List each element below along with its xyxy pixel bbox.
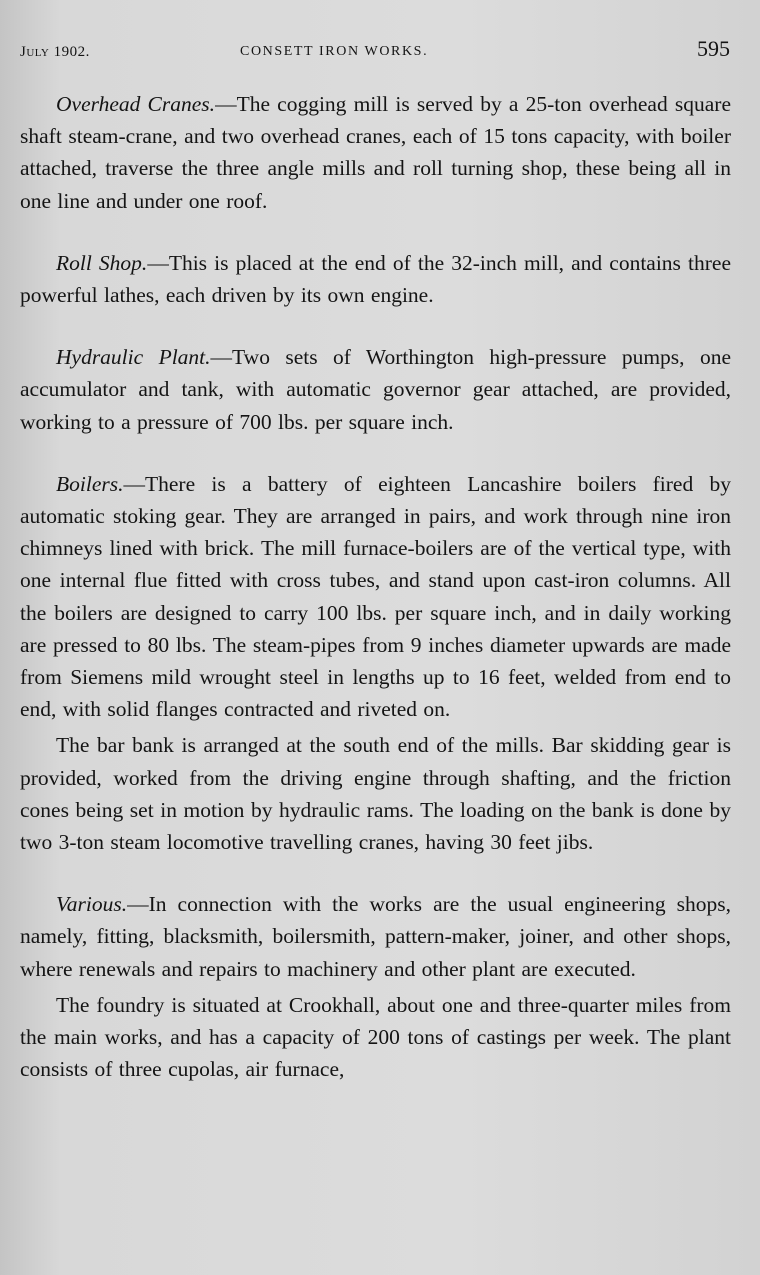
paragraph-heading: Various. [56, 892, 128, 917]
paragraph-heading: Roll Shop. [56, 250, 148, 275]
paragraph-text: —This is placed at the end of the 32-inch mill, and contains three powerful lathes, each driven by its own engine. [20, 250, 731, 308]
header-title: CONSETT IRON WORKS. [240, 44, 429, 59]
paragraph-text: The foundry is situated at Crookhall, about one and three-quarter miles from the main works, and has a capacity of 200 tons of castings per week. The plant consists of three cupolas, air furnace, [20, 992, 731, 1082]
body-text [20, 88, 731, 1085]
paragraph-hydraulic-plant [20, 341, 731, 438]
running-head [20, 36, 730, 66]
paragraph-text: —Two sets of Worthington high-pressure pumps, one accumulator and tank, with automatic governor gear attached, are provided, working to a pressure of 700 lbs. per square inch. [20, 345, 731, 434]
paragraph-overhead-cranes [20, 88, 731, 217]
paragraph-roll-shop [20, 247, 731, 311]
paragraph-boilers [20, 468, 731, 726]
header-date: July 1902. [20, 44, 90, 60]
page-number: 595 [697, 36, 730, 61]
paragraph-bar-bank [20, 729, 731, 858]
paragraph-text: The bar bank is arranged at the south end of the mills. Bar skidding gear is provided, worked from the driving engine through shafting, and the friction cones being set in motion by hydraulic rams. The loading on the bank is done by two 3-ton steam locomotive travelling cranes, having 30 feet jibs. [20, 733, 731, 855]
paragraph-foundry [20, 989, 731, 1086]
paragraph-various [20, 888, 731, 985]
paragraph-text: —There is a battery of eighteen Lancashire boilers fired by automatic stoking gear. They are arranged in pairs, and work through nine iron chimneys lined with brick. The mill furnace-boilers are of the vertical type, with one internal flue fitted with cross tubes, and stand upon cast-iron columns. All the boilers are designed to carry 100 lbs. per square inch, and in daily working are pressed to 80 lbs. The steam-pipes from 9 inches diameter upwards are made from Siemens mild wrought steel in lengths up to 16 feet, welded from end to end, with solid flanges contracted and riveted on. [20, 471, 731, 722]
paragraph-text: —In connection with the works are the usual engineering shops, namely, fitting, blacksmith, boilersmith, pattern-maker, joiner, and other shops, where renewals and repairs to machinery and other plant are executed. [20, 892, 731, 981]
paragraph-heading: Hydraulic Plant. [56, 345, 211, 370]
paragraph-heading: Overhead Cranes. [56, 92, 216, 116]
paragraph-heading: Boilers. [56, 471, 124, 496]
paragraph-text: —The cogging mill is served by a 25-ton overhead square shaft steam-crane, and two overhead cranes, each of 15 tons capacity, with boiler attached, traverse the three angle mills and roll turning shop, these being all in one line and under one roof. [20, 92, 731, 213]
